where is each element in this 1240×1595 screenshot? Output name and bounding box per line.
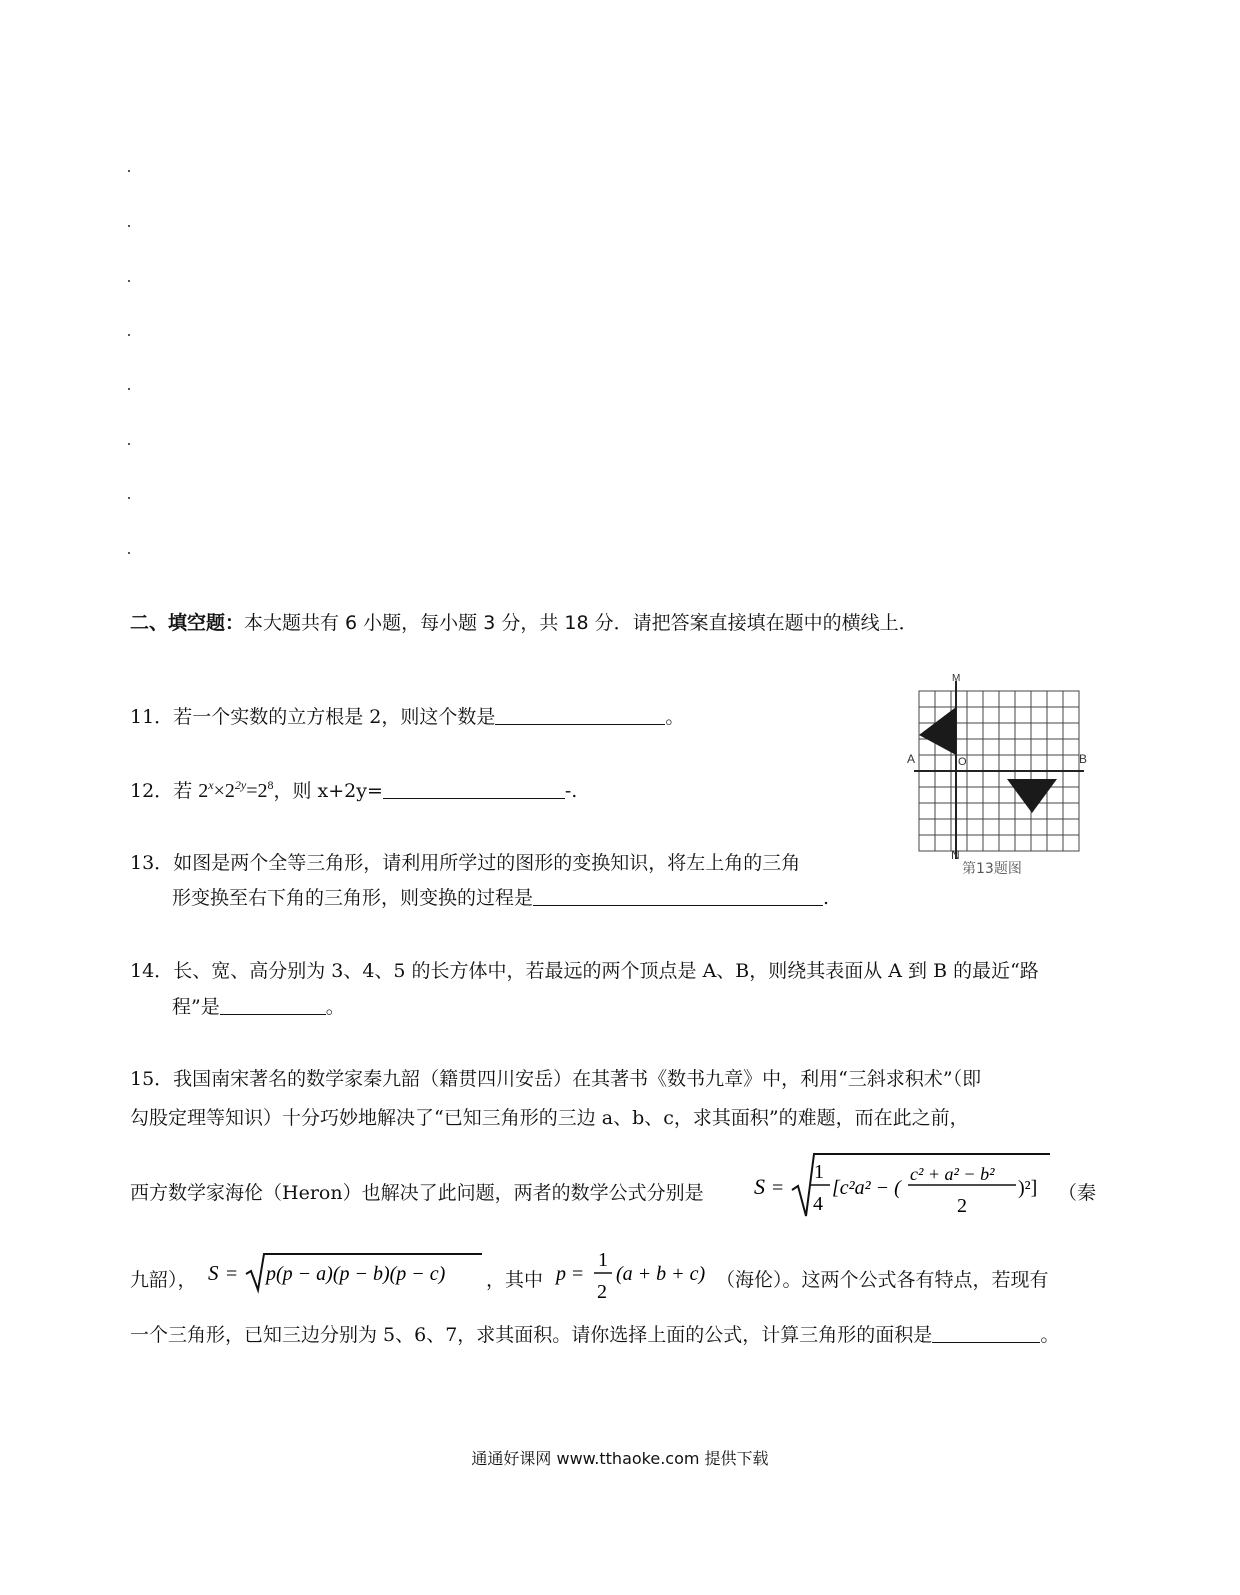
label-o: O	[958, 756, 967, 768]
svg-text:c² + a² − b²: c² + a² − b²	[910, 1164, 995, 1184]
margin-mark	[128, 280, 130, 282]
label-m: M	[952, 673, 961, 684]
q13-line1: 如图是两个全等三角形，请利用所学过的图形的变换知识，将左上角的三角	[173, 852, 801, 874]
q12-formula: $2^x\times 2^{2y}=2^8$	[198, 778, 274, 802]
svg-text:=: =	[572, 1263, 584, 1285]
question-15-line4-mid: ，其中	[486, 1269, 544, 1291]
question-15-line3-pre: 西方数学家海伦（Heron）也解决了此问题，两者的数学公式分别是	[130, 1182, 704, 1204]
q11-number: 11．	[130, 706, 174, 728]
section-title-rest: 本大题共有 6 小题，每小题 3 分，共 18 分．请把答案直接填在题中的横线上．	[244, 612, 918, 634]
svg-text:S: S	[754, 1174, 765, 1199]
q13-number: 13．	[130, 852, 174, 874]
svg-text:=: =	[226, 1263, 238, 1285]
svg-text:2: 2	[597, 1281, 607, 1303]
q14-end: 。	[325, 996, 345, 1018]
q11-text: 若一个实数的立方根是 2，则这个数是	[173, 706, 496, 728]
margin-mark	[128, 170, 130, 172]
q11-answer-blank[interactable]	[495, 706, 665, 725]
question-13-line2	[172, 883, 829, 910]
margin-mark	[128, 497, 130, 499]
svg-text:p: p	[556, 1263, 566, 1285]
q13-line2: 形变换至右下角的三角形，则变换的过程是	[172, 887, 534, 909]
q15-line5: 一个三角形，已知三边分别为 5、6、7，求其面积。请你选择上面的公式，计算三角形的面积是	[130, 1324, 933, 1346]
svg-text:=: =	[772, 1177, 784, 1199]
question-14-line2	[172, 992, 345, 1019]
svg-text:1: 1	[598, 1249, 608, 1271]
svg-text:[c²a² − (: [c²a² − (	[832, 1177, 901, 1199]
label-n: N	[951, 848, 960, 862]
label-b: B	[1079, 752, 1088, 766]
question-15-line5	[130, 1320, 1059, 1347]
question-15-line1: 15．我国南宋著名的数学家秦九韶（籍贯四川安岳）在其著书《数书九章》中，利用“三斜求积术”（即	[130, 1068, 982, 1090]
svg-text:S: S	[208, 1261, 219, 1285]
q12-end: -.	[564, 780, 578, 802]
section-title	[130, 608, 918, 635]
margin-mark	[128, 388, 130, 390]
section-title-bold: 二、填空题：	[130, 612, 245, 634]
q14-answer-blank[interactable]	[220, 996, 326, 1015]
svg-text:4: 4	[813, 1193, 823, 1215]
question-12	[130, 776, 577, 803]
q13-answer-blank[interactable]	[533, 887, 823, 906]
label-a: A	[907, 752, 916, 766]
svg-text:1: 1	[814, 1161, 824, 1183]
q12-mid: ，则 x+2y=	[273, 780, 383, 802]
triangle-upper-left	[919, 707, 956, 755]
formula-qin-jiushao	[752, 1150, 1054, 1222]
q11-end: 。	[665, 706, 685, 728]
figure-13-grid	[904, 673, 1094, 883]
q15-end: 。	[1040, 1324, 1060, 1346]
q12-answer-blank[interactable]	[383, 780, 565, 799]
svg-text:(a + b + c): (a + b + c)	[616, 1263, 706, 1285]
figure-13-caption: 第13题图	[962, 861, 1022, 877]
svg-text:p(p − a)(p − b)(p − c): p(p − a)(p − b)(p − c)	[266, 1263, 446, 1285]
q13-end: .	[823, 887, 830, 909]
margin-mark	[128, 443, 130, 445]
question-11	[130, 702, 684, 729]
question-14-line1	[130, 956, 1039, 983]
svg-text:2: 2	[957, 1195, 967, 1217]
svg-text:)²]: )²]	[1018, 1177, 1038, 1199]
formula-p	[554, 1244, 714, 1306]
q12-number: 12．	[130, 780, 174, 802]
q14-line2: 程”是	[172, 996, 220, 1018]
q14-line1: 长、宽、高分别为 3、4、5 的长方体中，若最远的两个顶点是 A、B，则绕其表面从 A 到 B 的最近“路	[173, 960, 1039, 982]
page-footer: 通通好课网 www.tthaoke.com 提供下载	[471, 1449, 769, 1468]
question-15-line4-pre: 九韶），	[130, 1269, 197, 1291]
q15-answer-blank[interactable]	[932, 1324, 1040, 1343]
question-15-line3-post: （秦	[1058, 1182, 1097, 1204]
q14-number: 14．	[130, 960, 174, 982]
margin-mark	[128, 552, 130, 554]
question-15-line4-post: （海伦）。这两个公式各有特点，若现有	[716, 1269, 1049, 1291]
question-13-line1	[130, 848, 800, 875]
formula-heron	[206, 1250, 486, 1294]
margin-mark	[128, 334, 130, 336]
q12-pre: 若	[173, 780, 193, 802]
margin-mark	[128, 225, 130, 227]
question-15-line2: 勾股定理等知识）十分巧妙地解决了“已知三角形的三边 a、b、c，求其面积”的难题，而在此之前，	[130, 1107, 969, 1129]
